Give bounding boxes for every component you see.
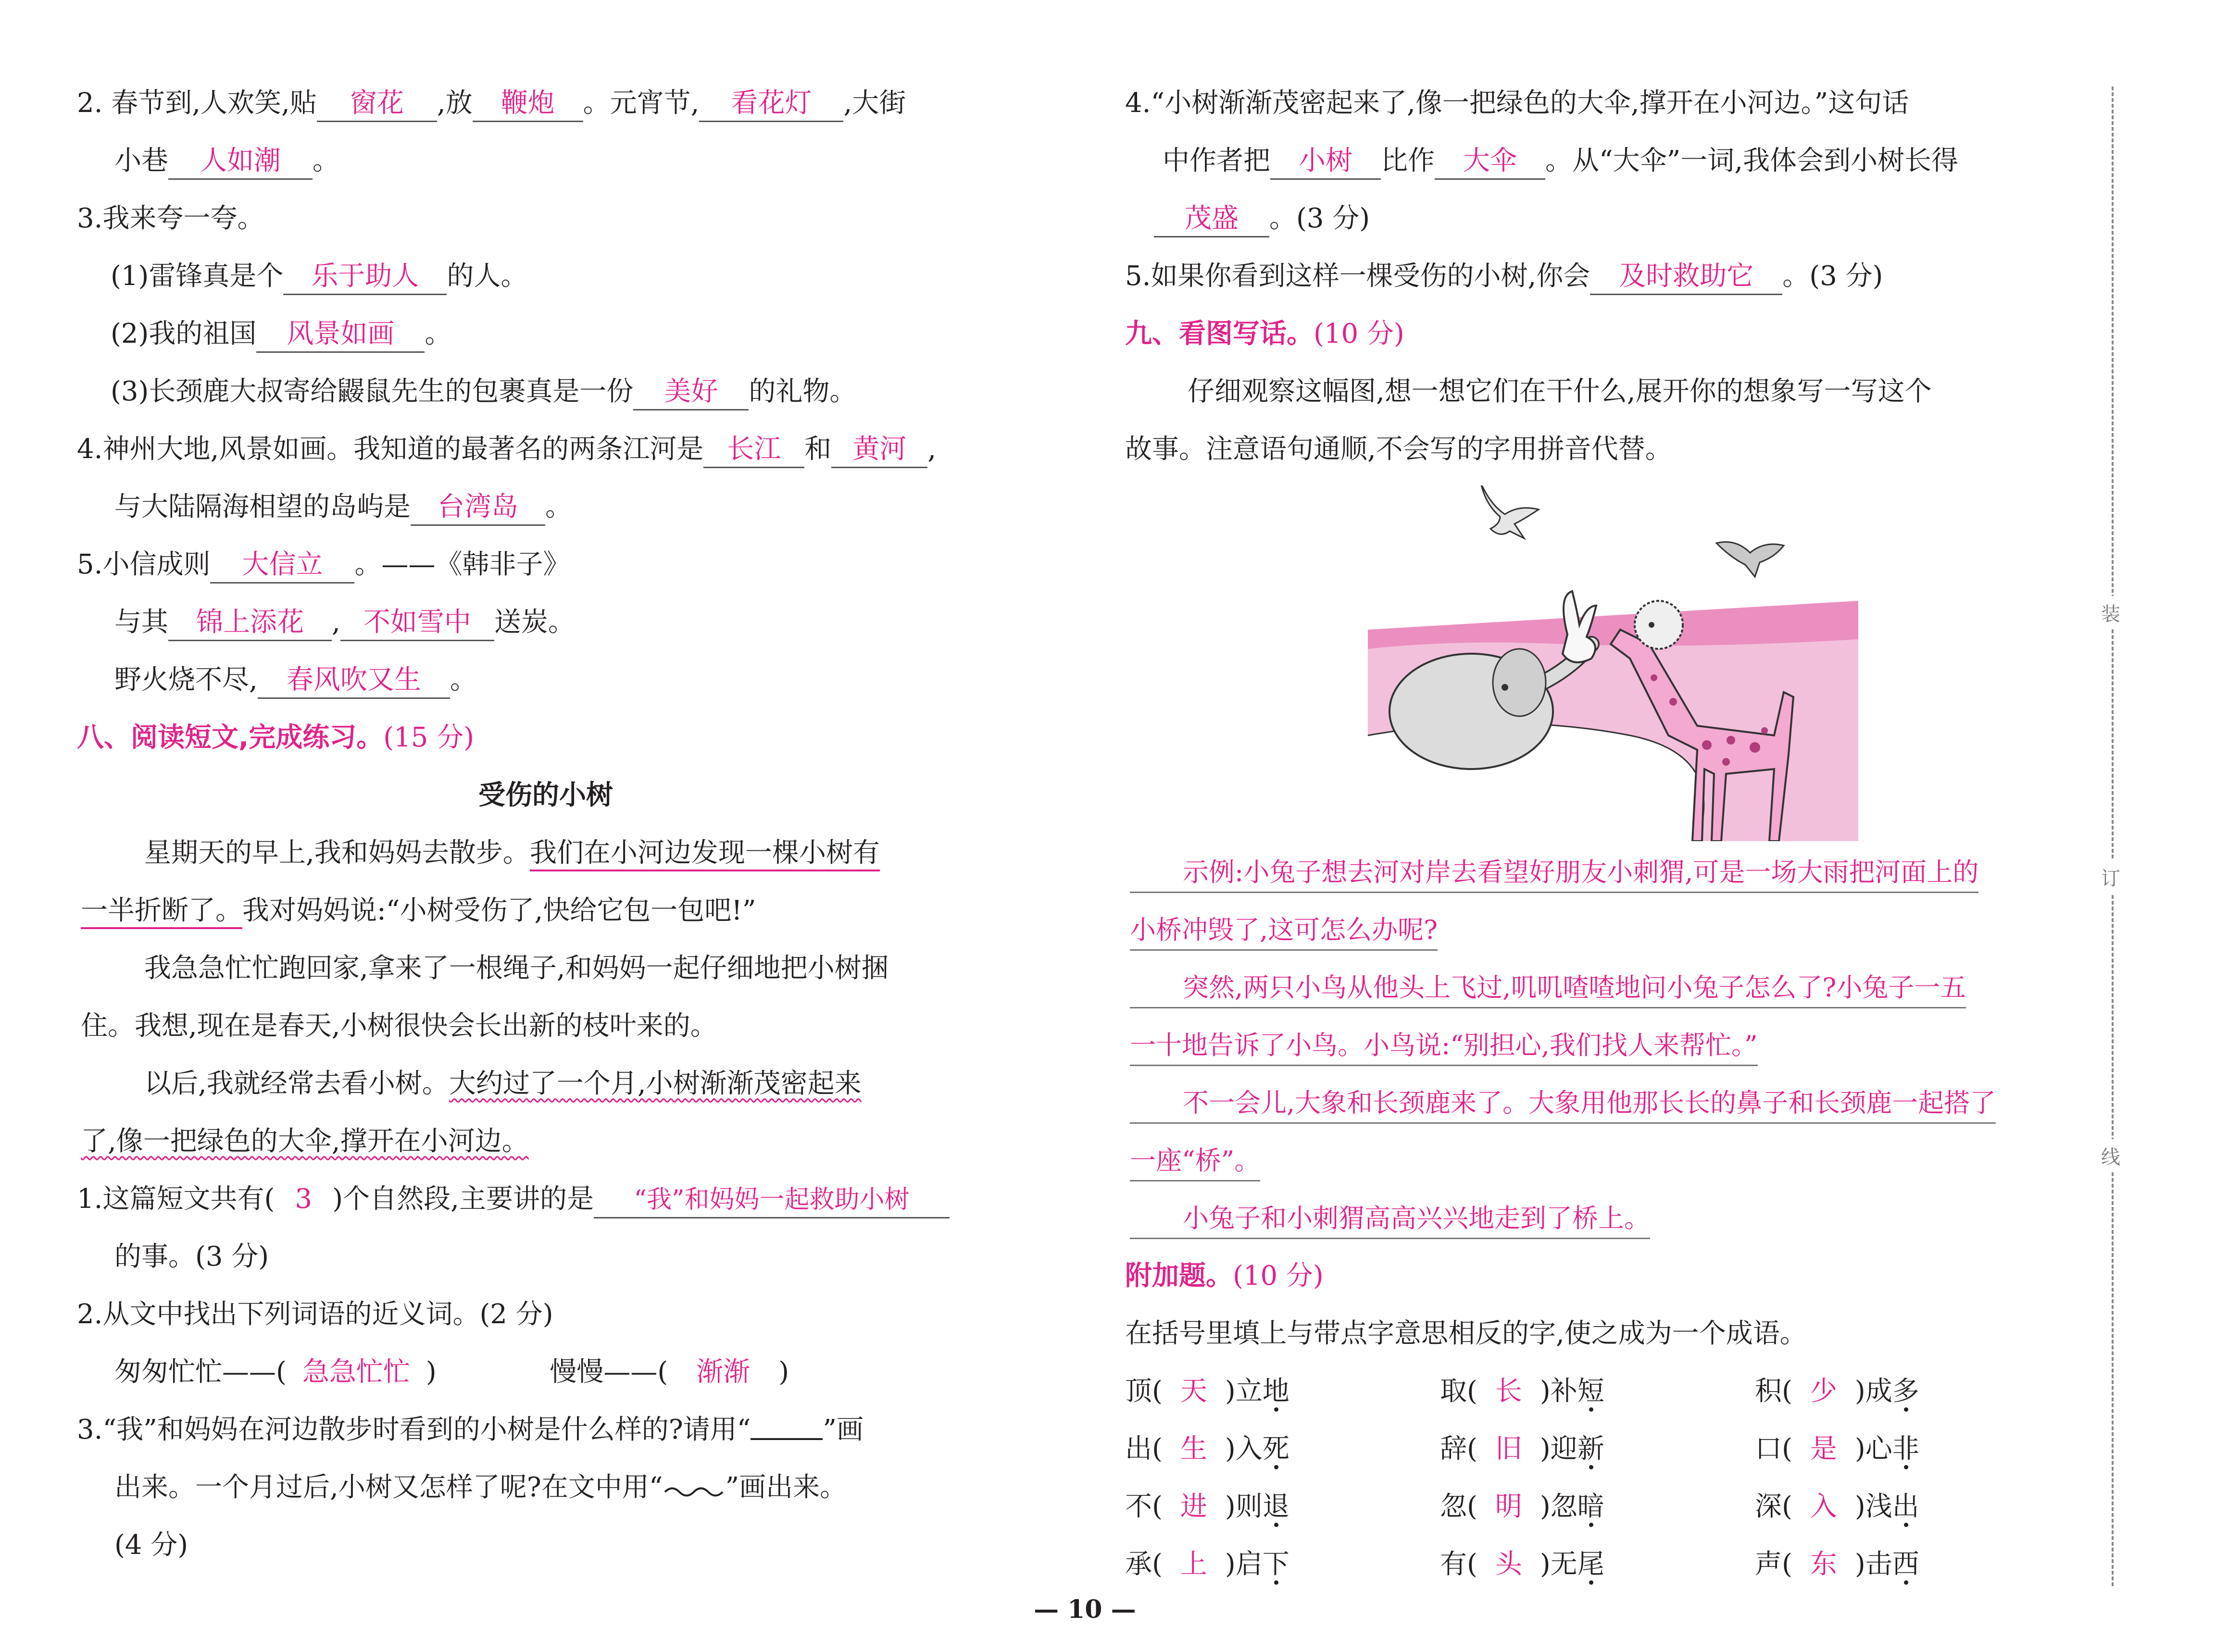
q2-number: 2. [77,87,103,119]
q3-sub2: (2)我的祖国 风景如画 。 [111,315,451,353]
story-title: 受伤的小树 [478,780,613,811]
sec8-q2: 2.从文中找出下列词语的近义词。(2 分) [77,1299,553,1330]
idiom-item: 深( 入 )浅出 [1755,1488,1919,1526]
idiom-item: 忽( 明 )忽暗 [1440,1488,1604,1526]
idiom-answer: 头 [1495,1549,1522,1580]
right-q5: 5.如果你看到这样一棵受伤的小树,你会 及时救助它 。(3 分) [1125,257,1883,296]
example-line-4: 一十地告诉了小鸟。小鸟说:“别担心,我们找人来帮忙。” [1130,1026,1758,1066]
margin-label-2: 订 [2101,860,2120,894]
wavy-underlined-sentence: 大约过了一个月,小树渐渐茂密起来 [449,1068,862,1099]
idiom-item: 取( 长 )补短 [1440,1372,1604,1411]
right-q4: 4.“小树渐渐茂密起来了,像一把绿色的大伞,撑开在小河边。”这句话 [1125,87,1909,119]
q5-answer-2: 锦上添花 [168,605,332,641]
idiom-answer: 是 [1810,1433,1837,1465]
margin-label-1: 装 [2101,596,2120,629]
q2-answer-2: 鞭炮 [473,86,583,122]
q2-answer-3: 看花灯 [699,86,843,122]
straight-line-mark [751,1424,823,1440]
example-line-7: 小兔子和小刺猬高高兴兴地走到了桥上。 [1130,1199,1650,1239]
q5-answer-3: 不如雪中 [340,605,494,641]
q3-title: 3.我来夸一夸。 [77,203,264,234]
example-line-5: 不一会儿,大象和长颈鹿来了。大象用他那长长的鼻子和长颈鹿一起搭了 [1130,1084,1996,1124]
q3-answer-2: 风景如画 [256,317,425,353]
dotted-character: 退 [1262,1491,1289,1522]
dotted-character: 暗 [1577,1491,1604,1522]
bonus-instruction: 在括号里填上与带点字意思相反的字,使之成为一个成语。 [1125,1318,1807,1349]
dotted-character: 非 [1892,1433,1919,1465]
q3-sub1: (1)雷锋真是个 乐于助人 的人。 [111,257,527,296]
dotted-character: 多 [1892,1376,1919,1407]
idiom-item: 顶( 天 )立地 [1125,1372,1289,1411]
para3-line1: 以后,我就经常去看小树。大约过了一个月,小树渐渐茂密起来 [144,1068,862,1099]
right-q5-answer: 及时救助它 [1590,259,1782,295]
q3-answer-3: 美好 [633,374,749,410]
q5-answer-4: 春风吹又生 [258,663,450,699]
example-line-1: 示例:小兔子想去河对岸去看望好朋友小刺猬,可是一场大雨把河面上的 [1130,853,1978,893]
example-line-6: 一座“桥”。 [1130,1142,1260,1181]
q5: 5.小信成则 大信立 。——《韩非子》 [77,546,570,584]
idiom-answer: 进 [1180,1491,1207,1522]
q4-line2: 与大陆隔海相望的岛屿是 台湾岛 。 [114,488,572,526]
idiom-item: 口( 是 )心非 [1755,1430,1919,1468]
dotted-character: 尾 [1577,1549,1604,1580]
example-line-3: 突然,两只小鸟从他头上飞过,叽叽喳喳地问小兔子怎么了?小兔子一五 [1130,969,1966,1008]
sec9-instruction-1: 仔细观察这幅图,想一想它们在干什么,展开你的想象写一写这个 [1188,376,1932,407]
para1-line1: 星期天的早上,我和妈妈去散步。我们在小河边发现一棵小树有 [144,834,880,872]
q5-answer-1: 大信立 [210,547,354,584]
q4-answer-1: 长江 [703,432,804,468]
section-9-heading: 九、看图写话。(10 分) [1125,318,1404,349]
sec8-q1: 1.这篇短文共有( 3 )个自然段,主要讲的是 “我”和妈妈一起救助小树 [77,1180,950,1218]
idiom-answer: 上 [1180,1549,1207,1580]
straight-underlined-sentence: 我们在小河边发现一棵小树有 [530,837,880,871]
sec8-q2-answer-2: 渐渐 [696,1356,751,1388]
idiom-answer: 旧 [1495,1433,1522,1465]
margin-label-3: 线 [2101,1139,2120,1172]
idiom-item: 出( 生 )入死 [1125,1430,1289,1468]
sec8-q2-answer-1: 急急忙忙 [302,1356,410,1388]
idiom-item: 积( 少 )成多 [1755,1372,1919,1411]
idiom-answer: 生 [1180,1433,1207,1465]
section-8-heading: 八、阅读短文,完成练习。(15 分) [77,722,475,753]
rabbit-figure [1563,591,1596,662]
right-q4-answer-2: 大伞 [1435,144,1545,180]
idiom-item: 辞( 旧 )迎新 [1440,1430,1604,1468]
wavy-line-mark [663,1480,725,1499]
para1-line2: 一半折断了。我对妈妈说:“小树受伤了,快给它包一包吧!” [81,892,756,930]
q2-answer-4: 人如潮 [168,144,313,180]
sec8-q2-words: 匆匆忙忙——( 急急忙忙 ) 慢慢——( 渐渐 ) [114,1353,789,1391]
q4: 4.神州大地,风景如画。我知道的最著名的两条江河是 长江 和 黄河 , [77,430,936,469]
story-illustration [1361,485,1865,841]
dotted-character: 下 [1262,1549,1289,1580]
para2-line1: 我急急忙忙跑回家,拿来了一根绳子,和妈妈一起仔细地把小树捆 [144,953,889,984]
page-number: — 10 — [1034,1595,1136,1624]
dotted-character: 出 [1892,1491,1919,1522]
sec8-q3: 3.“我”和妈妈在河边散步时看到的小树是什么样的?请用“ ”画 [77,1414,864,1445]
q3-answer-1: 乐于助人 [283,259,447,295]
bird-figure-2 [1716,542,1784,577]
q4-answer-2: 黄河 [831,432,927,468]
idiom-answer: 入 [1810,1491,1837,1522]
q4-answer-3: 台湾岛 [411,490,545,526]
idiom-answer: 少 [1810,1376,1837,1407]
sec8-q1-line2: 的事。(3 分) [114,1241,269,1272]
para3-line2: 了,像一把绿色的大伞,撑开在小河边。 [81,1126,529,1157]
idiom-answer: 天 [1180,1376,1207,1407]
idiom-item: 声( 东 )击西 [1755,1545,1919,1584]
right-q4-line3: 茂盛 。(3 分) [1154,199,1370,238]
idiom-item: 有( 头 )无尾 [1440,1545,1604,1584]
sec9-instruction-2: 故事。注意语句通顺,不会写的字用拼音代替。 [1125,434,1672,465]
dotted-character: 地 [1262,1376,1289,1407]
idiom-item: 承( 上 )启下 [1125,1545,1289,1584]
sec8-q3-line2: 出来。一个月过后,小树又怎样了呢?在文中用“ ”画出来。 [114,1472,847,1503]
q3-sub3: (3)长颈鹿大叔寄给鼹鼠先生的包裹真是一份 美好 的礼物。 [111,373,856,411]
idiom-answer: 东 [1810,1549,1837,1580]
bird-figure-1 [1481,485,1539,538]
q2-answer-1: 窗花 [317,86,437,122]
q2: 2. 春节到,人欢笑,贴 窗花 ,放 鞭炮 。元宵节, 看花灯 ,大街 [77,84,906,123]
binding-fold-line [2112,87,2114,1586]
dotted-character: 死 [1262,1433,1289,1465]
right-q4-answer-1: 小树 [1270,144,1381,180]
right-q4-answer-3: 茂盛 [1154,201,1269,237]
dotted-character: 西 [1892,1549,1919,1580]
dotted-character: 短 [1577,1376,1604,1407]
hedgehog-figure [1635,601,1683,649]
q2-line2: 小巷 人如潮 。 [114,142,339,180]
example-line-2: 小桥冲毁了,这可怎么办呢? [1130,911,1438,951]
bonus-heading: 附加题。(10 分) [1125,1260,1324,1292]
sec8-q1-answer-2: “我”和妈妈一起救助小树 [594,1182,950,1218]
right-q4-line2: 中作者把 小树 比作 大伞 。从“大伞”一词,我体会到小树长得 [1163,142,1958,180]
q5-line3: 野火烧不尽, 春风吹又生 。 [114,661,477,699]
sec8-q3-score: (4 分) [114,1529,188,1561]
idiom-item: 不( 进 )则退 [1125,1488,1289,1526]
q5-line2: 与其 锦上添花 , 不如雪中 送炭。 [114,603,575,642]
sec8-q1-answer-1: 3 [295,1183,313,1215]
idiom-answer: 明 [1495,1491,1522,1522]
para2-line2: 住。我想,现在是春天,小树很快会长出新的枝叶来的。 [81,1010,717,1042]
dotted-character: 新 [1577,1433,1604,1465]
idiom-answer: 长 [1495,1376,1522,1407]
